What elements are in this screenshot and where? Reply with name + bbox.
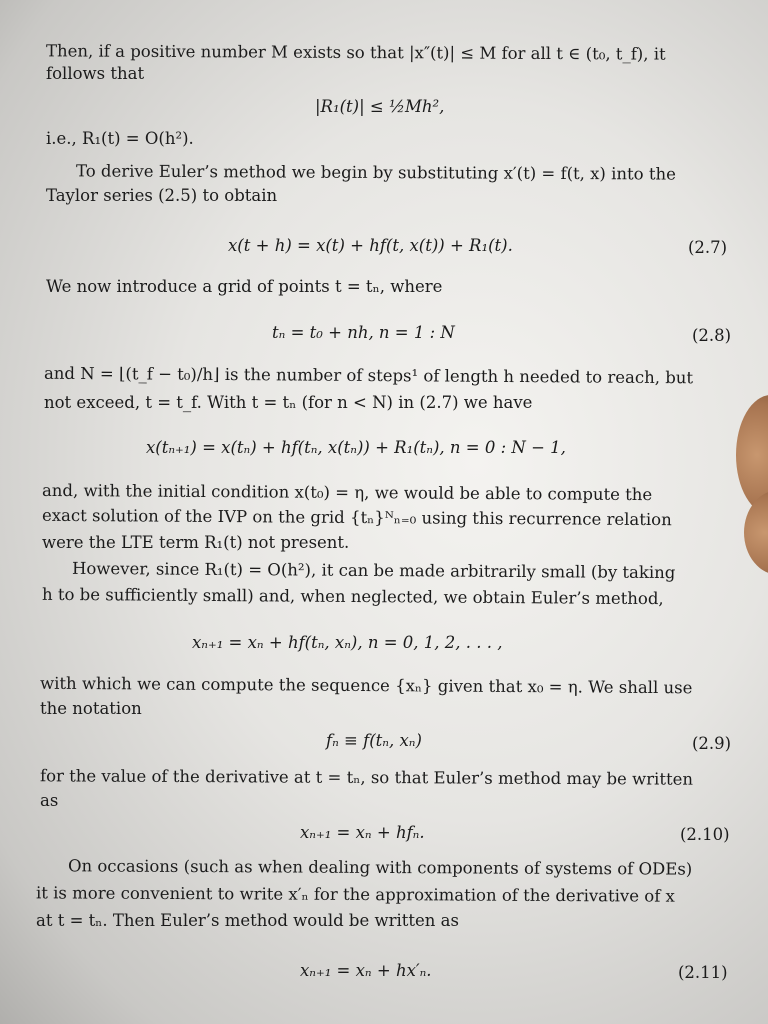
equation-number: (2.9) [692,734,732,753]
text-line: were the LTE term R₁(t) not present. [42,533,350,552]
equation-number: (2.11) [678,963,728,982]
text-line: We now introduce a grid of points t = tₙ, where [46,277,443,296]
equation-2-8: tₙ = t₀ + nh, n = 1 : N [272,323,455,342]
equation-recurrence: x(tₙ₊₁) = x(tₙ) + hf(tₙ, x(tₙ)) + R₁(tₙ), n = 0 : N − 1, [146,438,566,457]
text-line: it is more convenient to write x′ₙ for the approximation of the derivative of x [35,883,675,906]
text-line: i.e., R₁(t) = O(h²). [46,129,194,148]
text-line: and, with the initial condition x(t₀) = η, we would be able to compute the [41,480,653,505]
text-line: as [40,791,59,810]
text-line: and N = ⌊(t_f − t₀)/h⌋ is the number of steps¹ of length h needed to reach, but [43,363,694,388]
text-line: To derive Euler’s method we begin by substituting x′(t) = f(t, x) into the [75,161,676,184]
equation-lte-bound: |R₁(t)| ≤ ½Mh², [315,97,445,116]
text-line: at t = tₙ. Then Euler’s method would be written as [36,911,459,930]
equation-number: (2.10) [680,825,730,844]
text-line: However, since R₁(t) = O(h²), it can be made arbitrarily small (by taking [71,558,676,583]
text-line: h to be sufficiently small) and, when neglected, we obtain Euler’s method, [41,584,664,609]
equation-euler-method: xₙ₊₁ = xₙ + hf(tₙ, xₙ), n = 0, 1, 2, . . . , [192,633,503,652]
text-line: with which we can compute the sequence {xₙ} given that x₀ = η. We shall use [39,673,693,698]
text-line: On occasions (such as when dealing with components of systems of ODEs) [67,856,693,879]
text-line: Then, if a positive number M exists so that |x″(t)| ≤ M for all t ∈ (t₀, t_f), it [45,41,666,64]
text-line: exact solution of the IVP on the grid {tₙ}ᴺₙ₌₀ using this recurrence relation [41,505,672,530]
text-line: Taylor series (2.5) to obtain [46,186,278,205]
text-line: follows that [46,64,145,83]
equation-2-10: xₙ₊₁ = xₙ + hfₙ. [300,823,425,842]
equation-number: (2.8) [692,326,732,345]
text-line: not exceed, t = t_f. With t = tₙ (for n < N) in (2.7) we have [44,393,533,412]
equation-2-11: xₙ₊₁ = xₙ + hx′ₙ. [300,961,432,980]
text-line: for the value of the derivative at t = tₙ, so that Euler’s method may be written [39,766,694,789]
equation-number: (2.7) [688,238,728,257]
equation-2-7: x(t + h) = x(t) + hf(t, x(t)) + R₁(t). [228,236,513,255]
equation-2-9: fₙ ≡ f(tₙ, xₙ) [326,731,422,750]
text-line: the notation [40,699,142,718]
